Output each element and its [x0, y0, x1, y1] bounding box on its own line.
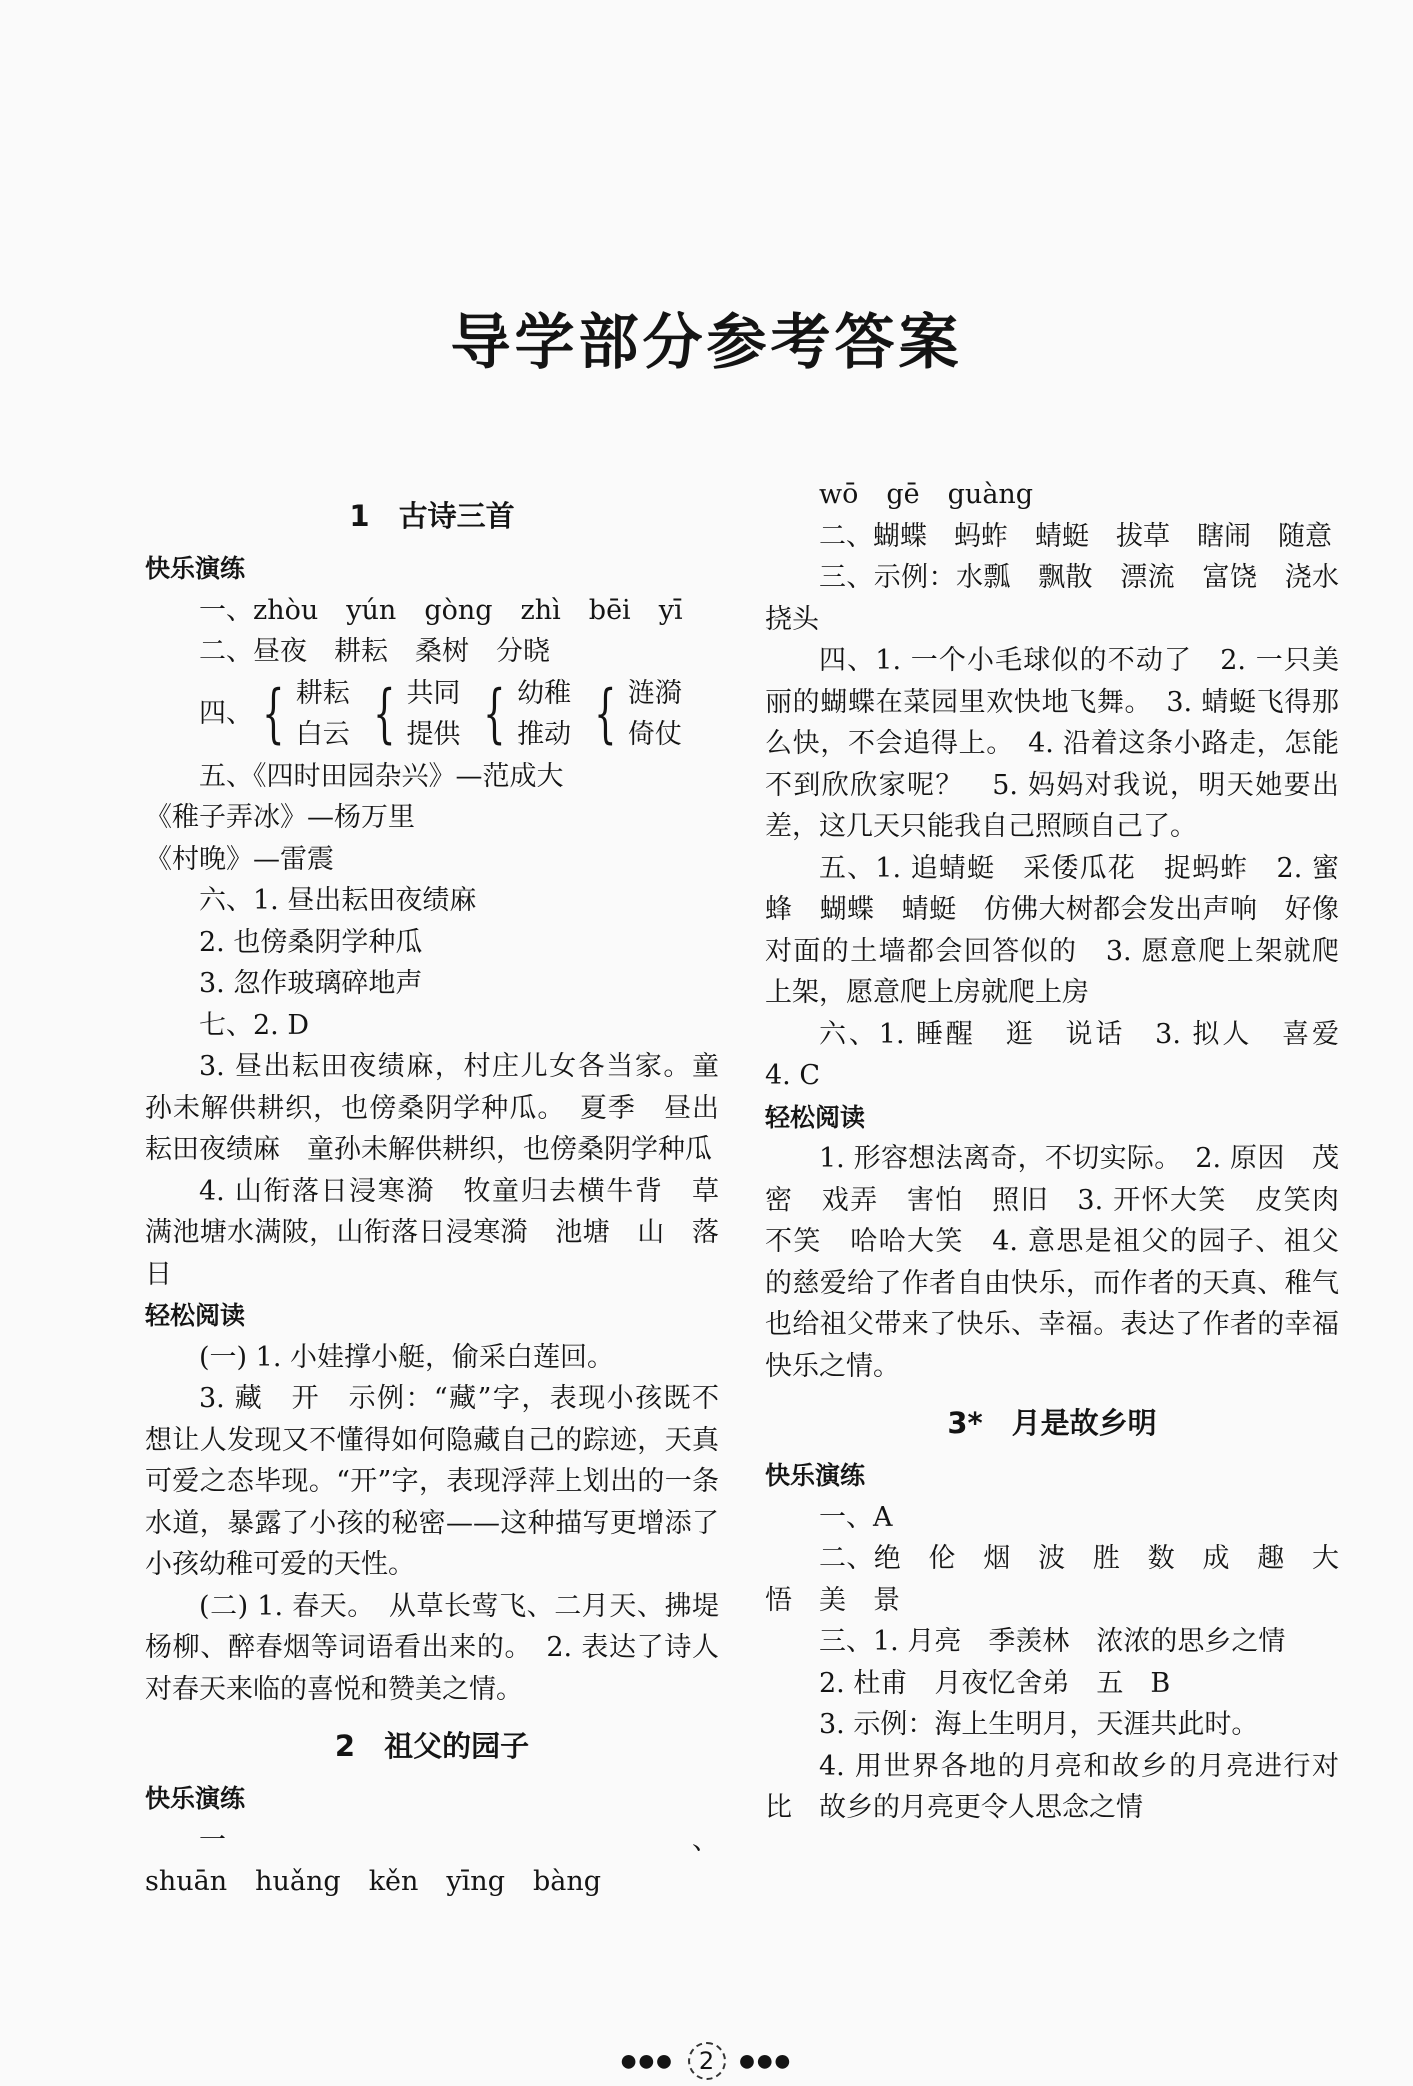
section-title-2: 2 祖父的园子 — [334, 1729, 530, 1763]
answer-6-1: 六、1. 昼出耘田夜绩麻 — [199, 885, 477, 916]
answer-5: 五、《四时田园杂兴》—范成大 — [199, 760, 564, 792]
answer-7-3: 3. 昼出耘田夜绩麻，村庄儿女各当家。童孙未解供耕织，也傍桑阴学种瓜。 夏季 昼出耘田夜绩麻 童孙未解供耕织，也傍桑阴学种瓜 — [145, 1051, 719, 1165]
reading-1: (一) 1. 小娃撑小艇，偷采白莲回。 — [199, 1341, 614, 1373]
word-pair: { 耕耘 白云 — [262, 676, 350, 751]
answer-q3-1: 三、1. 月亮 季羡林 浓浓的思乡之情 — [819, 1626, 1286, 1657]
heading-kuaile-yanlian: 快乐演练 — [765, 1461, 866, 1490]
answer-2: 二、蝴蝶 蚂蚱 蜻蜓 拔草 瞎闹 随意 — [819, 520, 1332, 552]
answer-q1: 一、A — [819, 1501, 893, 1533]
page-number: 2 — [688, 2042, 726, 2080]
page-footer — [0, 2042, 1413, 2080]
answer-2: 二、昼夜 耕耘 桑树 分晓 — [199, 636, 550, 667]
answer-pinyin-cont: wō gē guàng — [819, 479, 1034, 510]
right-column — [765, 479, 1366, 1829]
answer-pinyin-2: 一、shuān huǎng kěn yīng bàng — [145, 1824, 719, 1897]
answer-3: 三、示例：水瓢 飘散 漂流 富饶 浇水 挠头 — [765, 562, 1366, 635]
footer-dots-right: ●●● — [739, 2050, 793, 2072]
reading-3: 3. 藏 开 示例：“藏”字，表现小孩既不想让人发现又不懂得如何隐藏自己的踪迹，天真可爱之态毕现。“开”字，表现浮萍上划出的一条水道，暴露了小孩的秘密——这种描写更增添了小孩幼稚可爱的天性。 — [145, 1383, 719, 1580]
word-pair: { 共同 提供 — [372, 676, 461, 751]
word-pair: { 涟漪 倚仗 — [594, 676, 682, 751]
answer-7-4: 4. 山衔落日浸寒漪 牧童归去横牛背 草满池塘水满陂，山衔落日浸寒漪 池塘 山 落日 — [145, 1175, 719, 1290]
word-pair: { 幼稚 推动 — [483, 676, 572, 751]
section-title-3: 3* 月是故乡明 — [947, 1406, 1157, 1440]
heading-kuaile-yanlian-2: 快乐演练 — [145, 1784, 246, 1813]
left-column — [145, 480, 719, 1903]
reading-answers: 1. 形容想法离奇，不切实际。 2. 原因 茂密 戏弄 害怕 照旧 3. 开怀大笑 皮笑肉不笑 哈哈大笑 4. 意思是祖父的园子、祖父的慈爱给了作者自由快乐，而作者的天真、稚气也给祖父带来了快乐、幸福。表达了作者的幸福快乐之情。 — [765, 1143, 1339, 1382]
answer-6: 六、1. 睡醒 逛 说话 3. 拟人 喜爱 4. C — [765, 1018, 1366, 1091]
answer-6-2: 2. 也傍桑阴学种瓜 — [199, 926, 423, 958]
answer-q2: 二、绝 伦 烟 波 胜 数 成 趣 大 悟 美 景 — [765, 1543, 1366, 1616]
reading-2: (二) 1. 春天。 从草长莺飞、二月天、拂堤杨柳、醉春烟等词语看出来的。 2. 表达了诗人对春天来临的喜悦和赞美之情。 — [145, 1590, 719, 1705]
answer-5: 五、1. 追蜻蜓 采倭瓜花 捉蚂蚱 2. 蜜蜂 蝴蝶 蜻蜓 仿佛大树都会发出声响 好像对面的土墙都会回答似的 3. 愿意爬上架就爬上架，愿意爬上房就爬上房 — [765, 852, 1339, 1008]
answer-q3-4: 4. 用世界各地的月亮和故乡的月亮进行对比 故乡的月亮更令人思念之情 — [765, 1750, 1339, 1823]
answer-5-line-2: 《稚子弄冰》—杨万里 — [145, 802, 415, 833]
answer-pinyin-1: 一、zhòu yún gòng zhì bēi yī — [199, 594, 683, 626]
answer-6-3: 3. 忽作玻璃碎地声 — [199, 968, 423, 999]
answer-4: 四、1. 一个小毛球似的不动了 2. 一只美丽的蝴蝶在菜园里欢快地飞舞。 3. 蜻蜓飞得那么快，不会追得上。 4. 沿着这条小路走，怎能不到欣欣家呢？ 5. 妈妈对我说，明天她要出差，这几天只能我自己照顾自己了。 — [765, 645, 1339, 842]
footer-dots-left: ●●● — [620, 2050, 674, 2072]
section-title-1: 1 古诗三首 — [349, 499, 515, 533]
answer-q3-3: 3. 示例：海上生明月，天涯共此时。 — [819, 1709, 1259, 1740]
answer-7-2: 七、2. D — [199, 1009, 309, 1041]
page-title: 导学部分参考答案 — [450, 308, 963, 378]
heading-qingsong-yuedu: 轻松阅读 — [145, 1301, 246, 1330]
heading-kuaile-yanlian: 快乐演练 — [145, 554, 246, 583]
heading-qingsong-yuedu: 轻松阅读 — [765, 1102, 866, 1132]
answer-4-word-pairs: 四、 { 耕耘 白云 { 共同 提供 { 幼稚 推动 { 涟漪 倚仗 — [145, 673, 719, 756]
answer-5-line-3: 《村晚》—雷震 — [145, 843, 334, 875]
answer-q3-2: 2. 杜甫 月夜忆舍弟 五 B — [819, 1667, 1171, 1699]
